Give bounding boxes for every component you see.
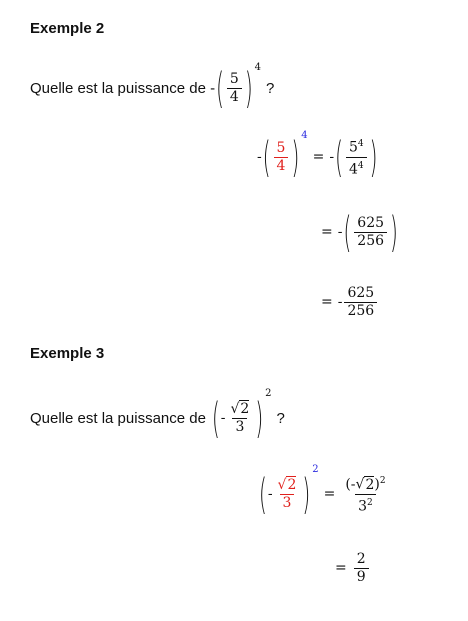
denominator: 256 bbox=[344, 302, 377, 320]
open-paren: ( bbox=[343, 206, 352, 258]
question-fraction bbox=[228, 401, 253, 436]
question-exponent: 2 bbox=[265, 388, 272, 399]
minus-sign: - bbox=[267, 486, 273, 502]
close-paren: ) bbox=[255, 392, 264, 444]
numerator: 2 bbox=[356, 550, 366, 567]
minus-sign: - bbox=[329, 149, 335, 165]
result-fraction bbox=[342, 473, 388, 515]
denominator: 4 bbox=[227, 88, 242, 106]
minus-sign: - bbox=[337, 294, 343, 310]
open-paren: ( bbox=[259, 468, 267, 520]
denominator: 256 bbox=[354, 232, 387, 250]
question-mark: ? bbox=[276, 409, 285, 427]
equals-sign: = bbox=[335, 560, 347, 576]
question-fraction bbox=[227, 71, 242, 106]
minus-sign: - bbox=[337, 224, 343, 240]
close-paren: ) bbox=[390, 206, 398, 258]
denominator: 3 bbox=[280, 494, 295, 512]
open-paren: ( bbox=[216, 62, 224, 114]
numerator: √2 bbox=[277, 476, 297, 493]
denominator: 3 bbox=[232, 418, 247, 436]
open-paren: ( bbox=[262, 131, 271, 183]
numerator: $5^4$ bbox=[348, 138, 364, 156]
result-fraction bbox=[346, 136, 367, 178]
numerator: 5 bbox=[229, 70, 239, 87]
minus-sign: - bbox=[257, 149, 262, 165]
close-paren: ) bbox=[291, 131, 300, 183]
question-text: Quelle est la puissance de - bbox=[30, 79, 216, 97]
close-paren: ) bbox=[302, 468, 311, 520]
fraction bbox=[344, 285, 377, 320]
example-3-heading: Exemple 3 bbox=[30, 345, 105, 362]
denominator: $4^4$ bbox=[346, 157, 367, 179]
close-paren: ) bbox=[244, 62, 253, 114]
equals-sign: = bbox=[312, 149, 325, 165]
fraction bbox=[354, 551, 369, 586]
base-fraction bbox=[275, 477, 300, 512]
question-text: Quelle est la puissance de bbox=[30, 409, 206, 427]
denominator: $3^2$ bbox=[355, 494, 376, 516]
equals-sign: = bbox=[323, 486, 336, 502]
fraction bbox=[354, 215, 387, 250]
numerator: √2 bbox=[230, 400, 250, 417]
open-paren: ( bbox=[335, 131, 343, 183]
denominator: 9 bbox=[354, 568, 369, 586]
numerator: 625 bbox=[357, 214, 385, 231]
example-2-step-2 bbox=[321, 206, 399, 258]
exponent: 4 bbox=[301, 130, 308, 141]
denominator: 4 bbox=[274, 157, 289, 175]
numerator: 625 bbox=[347, 284, 375, 301]
example-2-step-1 bbox=[257, 132, 378, 182]
question-exponent: 4 bbox=[254, 62, 262, 73]
example-2-heading: Exemple 2 bbox=[30, 20, 105, 37]
exponent: 2 bbox=[312, 464, 319, 475]
example-3-step-1 bbox=[258, 466, 391, 522]
question-mark: ? bbox=[266, 79, 275, 97]
open-paren: ( bbox=[211, 392, 220, 444]
minus-sign: - bbox=[220, 410, 226, 426]
numerator: $(-√2)^2$ bbox=[345, 475, 386, 493]
example-2-question bbox=[30, 64, 274, 112]
example-3-question bbox=[30, 390, 285, 446]
example-3-step-2 bbox=[335, 546, 371, 590]
equals-sign: = bbox=[321, 224, 333, 240]
example-2-step-3 bbox=[321, 281, 379, 323]
close-paren: ) bbox=[369, 131, 378, 183]
numerator: 5 bbox=[276, 139, 286, 156]
base-fraction bbox=[274, 140, 289, 175]
equals-sign: = bbox=[321, 294, 333, 310]
